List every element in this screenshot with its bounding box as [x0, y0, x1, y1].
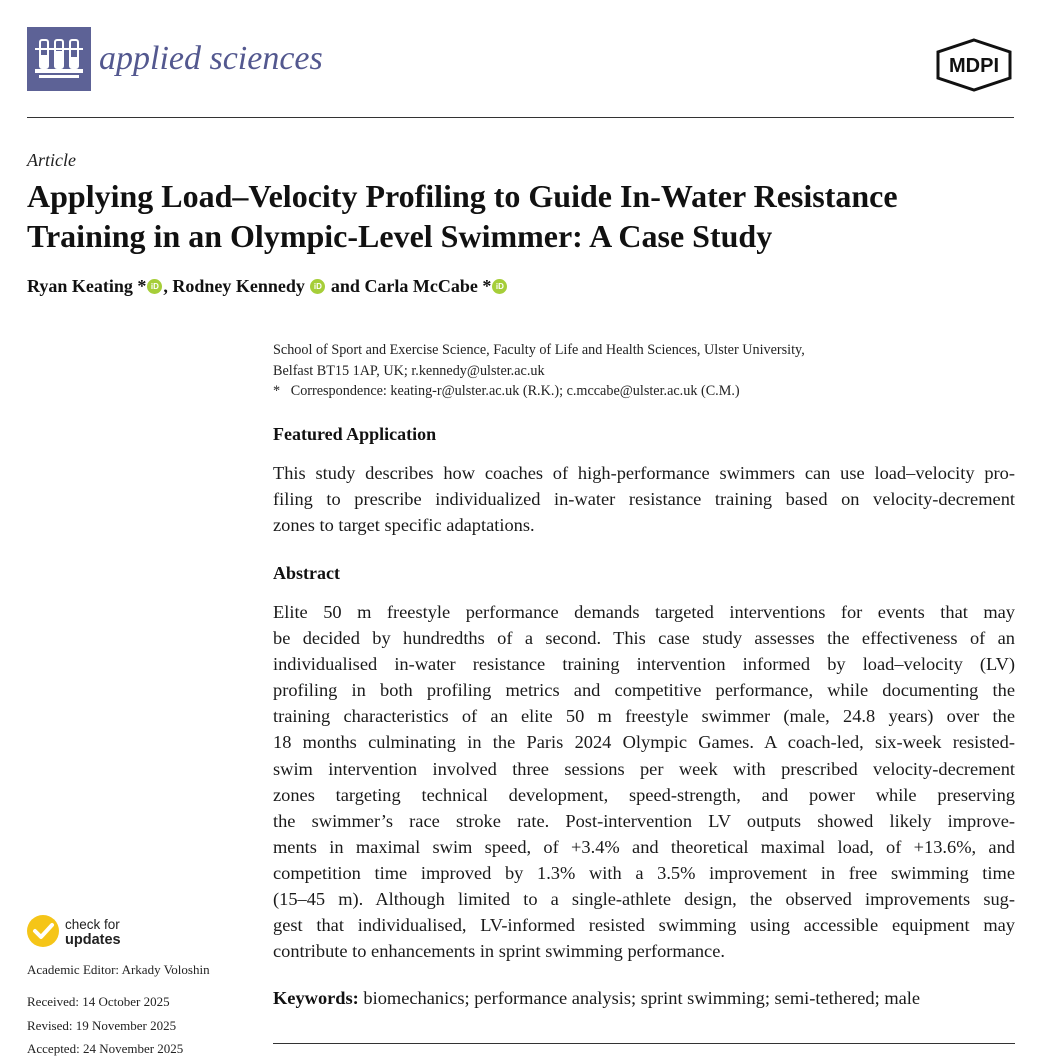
text-line: zones to target specific adaptations. [273, 515, 535, 536]
check-for-updates-button[interactable] [27, 915, 137, 951]
received-date: Received: 14 October 2025 [27, 994, 170, 1009]
section-divider [273, 1043, 1015, 1044]
author-separator: and [326, 276, 365, 296]
text-line: be decided by hundredths of a second. This case study assesses the effectiveness of an [273, 628, 1015, 649]
author-separator: , [163, 276, 173, 296]
publisher-name: MDPI [949, 55, 999, 77]
text-line: profiling in both profiling metrics and competitive performance, while documenting the [273, 680, 1015, 701]
corresponding-mark: * [477, 276, 492, 296]
corresponding-mark: * [132, 276, 147, 296]
checkmark-icon [27, 915, 59, 947]
text-line: 18 months culminating in the Paris 2024 Olympic Games. A coach-led, six-week resisted- [273, 732, 1015, 753]
author-name[interactable]: Ryan Keating [27, 276, 133, 296]
author-list [27, 276, 508, 297]
accepted-date: Accepted: 24 November 2025 [27, 1041, 184, 1056]
flask-rack-icon [27, 27, 91, 91]
article-title [27, 176, 1027, 256]
publisher-logo[interactable] [934, 38, 1014, 92]
check-updates-line: updates [65, 932, 121, 948]
journal-logo-icon [27, 27, 91, 91]
affiliation-block [273, 340, 1013, 402]
article-type: Article [27, 150, 76, 170]
text-line: contribute to enhancements in sprint swimming performance. [273, 941, 725, 962]
text-line: training characteristics of an elite 50 m freestyle swimmer (male, 24.8 years) over the [273, 706, 1015, 727]
publication-dates [27, 990, 183, 1061]
revised-date: Revised: 19 November 2025 [27, 1017, 177, 1033]
abstract-heading: Abstract [273, 563, 340, 583]
text-line: the swimmer’s race stroke rate. Post-intervention LV outputs showed likely improve- [273, 810, 1015, 831]
text-line: (15–45 m). Although limited to a single-athlete design, the observed improvements sug- [273, 889, 1015, 910]
orcid-icon[interactable]: iD [492, 279, 507, 294]
abstract-text [273, 599, 1015, 964]
text-line: Elite 50 m freestyle performance demands targeted interventions for events that may [273, 602, 1015, 622]
text-line: individualised in-water resistance training intervention informed by load–velocity (LV) [273, 654, 1015, 675]
author-name[interactable]: Carla McCabe [364, 276, 478, 296]
orcid-icon[interactable]: iD [310, 279, 325, 294]
header-divider [27, 117, 1014, 118]
text-line: ments in maximal swim speed, of +3.4% and theoretical maximal load, of +13.6%, and [273, 836, 1015, 857]
keywords-label: Keywords: [273, 988, 359, 1008]
featured-application-heading: Featured Application [273, 424, 437, 444]
text-line: gest that individualised, LV-informed resisted swimming using accessible equipment may [273, 915, 1015, 936]
check-for-updates-icon [27, 915, 59, 947]
check-for-updates-label [65, 917, 121, 948]
text-line: zones targeting technical development, speed-strength, and power while preserving [273, 784, 1015, 805]
orcid-icon[interactable]: iD [147, 279, 162, 294]
journal-name[interactable]: applied sciences [99, 40, 323, 77]
academic-editor: Academic Editor: Arkady Voloshin [27, 962, 210, 977]
title-line: Applying Load–Velocity Profiling to Guide In-Water Resistance [27, 178, 898, 214]
check-updates-line: check for [65, 917, 120, 932]
affiliation-line: Belfast BT15 1AP, UK; r.kennedy@ulster.ac.uk [273, 362, 545, 379]
text-line: competition time improved by 1.3% with a 3.5% improvement in free swimming time [273, 862, 1015, 883]
author-name[interactable]: Rodney Kennedy [172, 276, 305, 296]
keywords [273, 988, 920, 1009]
keywords-list: biomechanics; performance analysis; sprint swimming; semi-tethered; male [358, 988, 921, 1008]
correspondence-line: * Correspondence: keating-r@ulster.ac.uk (R.K.); c.mccabe@ulster.ac.uk (C.M.) [273, 383, 740, 399]
mdpi-logo-icon [934, 38, 1014, 92]
text-line: filing to prescribe individualized in-water resistance training based on velocity-decrement [273, 489, 1015, 510]
featured-application-text [273, 460, 1015, 538]
affiliation-line: School of Sport and Exercise Science, Faculty of Life and Health Sciences, Ulster University, [273, 342, 805, 358]
text-line: This study describes how coaches of high-performance swimmers can use load–velocity pro- [273, 463, 1015, 483]
text-line: swim intervention involved three sessions per week with prescribed velocity-decrement [273, 758, 1015, 779]
title-line: Training in an Olympic-Level Swimmer: A Case Study [27, 218, 773, 254]
